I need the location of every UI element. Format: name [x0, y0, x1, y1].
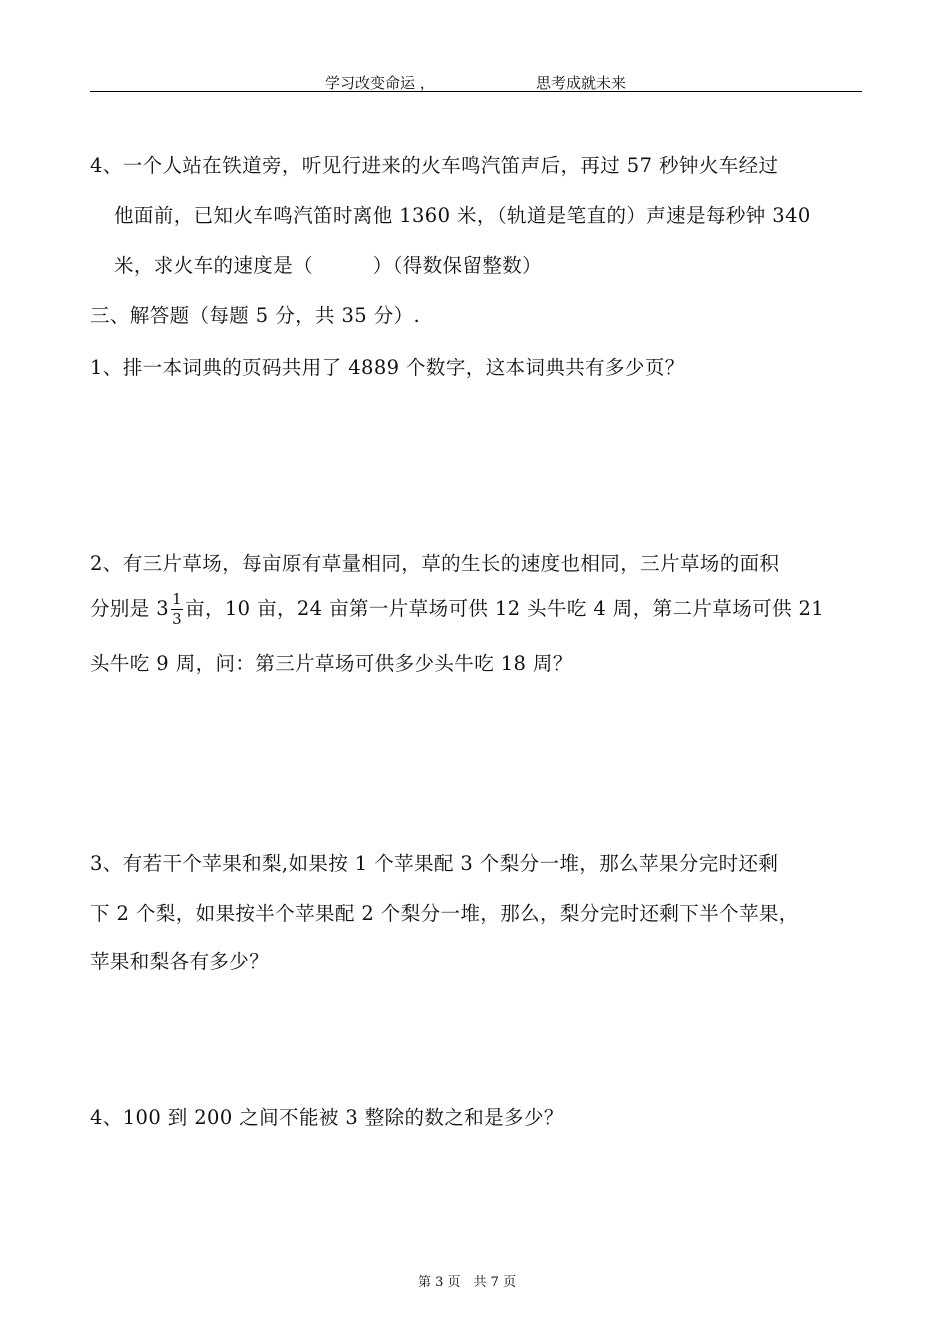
fraction-numerator: 1	[172, 590, 183, 608]
question-2-line3: 头牛吃 9 周，问：第三片草场可供多少头牛吃 18 周？	[90, 652, 573, 675]
fill-question-4-line3: 米，求火车的速度是（ ）（得数保留整数）	[114, 254, 543, 277]
question-3-line3: 苹果和梨各有多少？	[90, 950, 270, 973]
question-2-line1: 2、有三片草场，每亩原有草量相同，草的生长的速度也相同，三片草场的面积	[90, 552, 780, 575]
question-2-line2	[90, 592, 824, 627]
section3-title: 三、解答题（每题 5 分，共 35 分）.	[90, 304, 421, 327]
question-3-line1: 3、有若干个苹果和梨,如果按 1 个苹果配 3 个梨分一堆，那么苹果分完时还剩	[90, 852, 779, 875]
question-3-line2: 下 2 个梨，如果按半个苹果配 2 个梨分一堆，那么，梨分完时还剩下半个苹果，	[90, 902, 799, 925]
fraction-one-third	[171, 592, 183, 627]
question-2-line2-suffix: 亩，10 亩，24 亩第一片草场可供 12 头牛吃 4 周，第二片草场可供 21	[185, 597, 825, 620]
fraction-denominator: 3	[172, 610, 183, 628]
fill-question-4-line2: 他面前，已知火车鸣汽笛时离他 1360 米，（轨道是笔直的）声速是每秒钟 340	[114, 204, 811, 227]
page-footer: 第 3 页 共 7 页	[418, 1275, 517, 1290]
header-right: 思考成就未来	[536, 74, 627, 92]
question-2-line2-prefix: 分别是 3	[90, 597, 170, 620]
header-rule	[90, 91, 862, 92]
header-left: 学习改变命运 ，	[325, 74, 435, 92]
question-1: 1、排一本词典的页码共用了 4889 个数字，这本词典共有多少页？	[90, 356, 685, 379]
fill-question-4-line1: 4、一个人站在铁道旁，听见行进来的火车鸣汽笛声后，再过 57 秒钟火车经过	[90, 154, 779, 177]
question-4: 4、100 到 200 之间不能被 3 整除的数之和是多少？	[90, 1106, 564, 1129]
